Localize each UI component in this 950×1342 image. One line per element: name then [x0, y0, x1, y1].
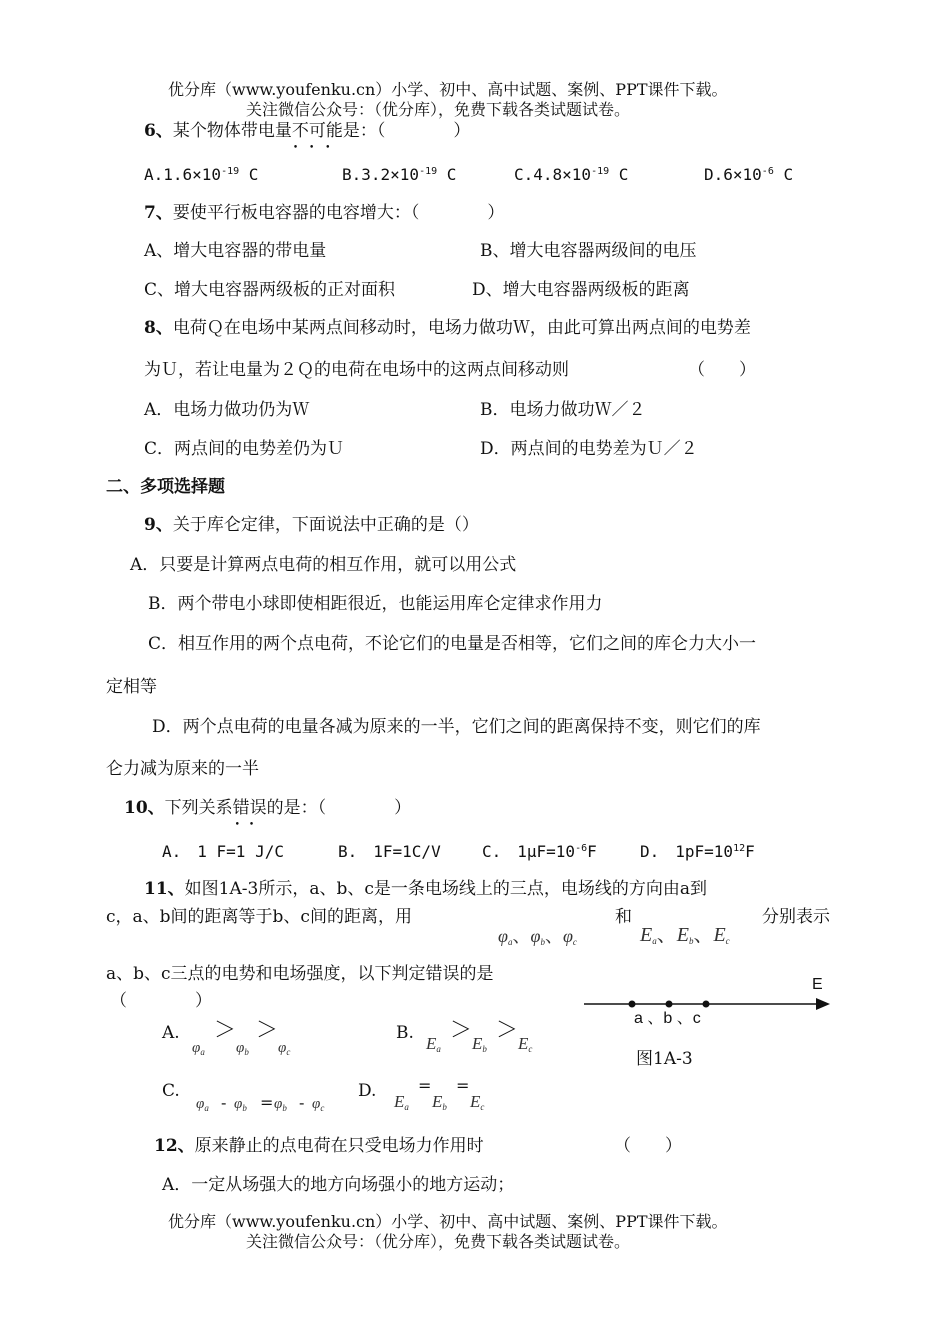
- point-c: [703, 1001, 710, 1008]
- question-number: 6、: [144, 121, 173, 141]
- header-line-2: 关注微信公众号：（优分库），免费下载各类试题试卷。: [246, 100, 631, 119]
- option-6d: $D.6\times 10^{-6}$ C: [704, 165, 794, 184]
- phi-b: $\varphi_b$: [234, 1096, 247, 1113]
- option-12a: A．一定从场强大的地方向场强小的地方运动；: [162, 1175, 515, 1195]
- option-9c-line-2: 定相等: [106, 677, 157, 697]
- question-11-stem-3: a、b、c三点的电势和电场强度，以下判定错误的是: [106, 964, 494, 984]
- phi-c: $\varphi_c$: [278, 1040, 291, 1057]
- minus-sign: -: [221, 1093, 227, 1112]
- minus-sign: -: [299, 1093, 305, 1112]
- greater-than: ＞: [496, 1018, 519, 1043]
- question-11-stem-2: c，a、b间的距离等于b、c间的距离，用: [106, 907, 412, 927]
- emphasis-marked-text: 错误 • •: [233, 797, 267, 819]
- e-c: $E_c$: [518, 1034, 533, 1054]
- answer-paren: （ ）: [110, 991, 212, 1011]
- phi-c: $\varphi_c$: [312, 1096, 325, 1113]
- conjunction-he: 和: [615, 907, 632, 927]
- phi-symbol-group: $\varphi_a$、$\varphi_b$、$\varphi_c$: [498, 926, 577, 947]
- greater-than: ＞: [214, 1018, 237, 1043]
- option-11c-label: C.: [162, 1081, 180, 1101]
- question-number: 8、: [144, 318, 173, 338]
- question-10-stem: 10、下列关系错误 • •的是：（ ）: [124, 797, 411, 819]
- option-8b: B．电场力做功Ｗ／２: [480, 400, 646, 420]
- option-8d: D．两点间的电势差为Ｕ／２: [480, 439, 698, 459]
- option-10b: B. 1F=1C/V: [338, 842, 441, 861]
- phi-b: $\varphi_b$: [236, 1040, 249, 1057]
- e-b: $E_b$: [432, 1092, 447, 1112]
- option-6b: $B.3.2\times 10^{-19}$ C: [342, 165, 457, 184]
- option-6c: $C.4.8\times 10^{-19}$ C: [514, 165, 629, 184]
- question-number: 12、: [154, 1136, 195, 1156]
- phi-a: $\varphi_a$: [192, 1040, 205, 1057]
- e-b: $E_b$: [472, 1034, 487, 1054]
- electric-field-line-diagram: [582, 972, 842, 1072]
- footer-line-2: 关注微信公众号：（优分库），免费下载各类试题试卷。: [246, 1232, 631, 1251]
- question-number: 7、: [144, 203, 173, 223]
- answer-paren: （ ）: [614, 1136, 682, 1156]
- e-a: $E_a$: [394, 1092, 409, 1112]
- point-a: [629, 1001, 636, 1008]
- option-6a: $A.1.6\times 10^{-19}$ C: [144, 165, 259, 184]
- option-9b: B．两个带电小球即使相距很近，也能运用库仑定律求作用力: [148, 594, 603, 614]
- question-12-stem: 12、原来静止的点电荷在只受电场力作用时: [154, 1136, 484, 1156]
- option-10a: A. 1 F=1 J/C: [162, 842, 284, 861]
- phi-a: $\varphi_a$: [196, 1096, 209, 1113]
- figure-caption: 图1A-3: [636, 1049, 693, 1069]
- option-11a-label: A.: [162, 1023, 180, 1043]
- question-number: 11、: [144, 879, 185, 899]
- option-7d: D、增大电容器两级板的距离: [472, 280, 690, 300]
- question-number: 10、: [124, 798, 165, 818]
- option-7b: B、增大电容器两级间的电压: [480, 241, 697, 261]
- phi-b: $\varphi_b$: [274, 1096, 287, 1113]
- emphasis-marked-text: 不可能 • • •: [292, 120, 343, 142]
- equals-sign: =: [260, 1093, 274, 1112]
- option-7c: C、增大电容器两级板的正对面积: [144, 280, 396, 300]
- option-10d: D. $1pF=10^{12}F$: [640, 842, 755, 861]
- footer-line-1: 优分库（www.youfenku.cn）小学、初中、高中试题、案例、PPT课件下载。: [168, 1212, 728, 1231]
- e-c: $E_c$: [470, 1092, 485, 1112]
- option-11b-label: B.: [396, 1023, 414, 1043]
- question-8-stem-2: 为Ｕ，若让电量为２Ｑ的电荷在电场中的这两点间移动则: [144, 360, 569, 380]
- equals-sign: =: [456, 1076, 470, 1095]
- option-8a: A．电场力做功仍为Ｗ: [144, 400, 310, 420]
- option-10c: C. $1\mu F=10^{-6}F$: [482, 842, 597, 861]
- question-number: 9、: [144, 515, 173, 535]
- equals-sign: =: [418, 1076, 432, 1095]
- arrow-head-icon: [816, 998, 830, 1010]
- option-8c: C．两点间的电势差仍为Ｕ: [144, 439, 345, 459]
- e-symbol-group: $E_a$、$E_b$、$E_c$: [640, 924, 730, 946]
- question-11-stem-1: 11、如图1A-3所示，a、b、c是一条电场线上的三点，电场线的方向由a到: [144, 879, 707, 899]
- field-direction-label: E: [812, 976, 823, 993]
- option-9d-line-2: 仑力减为原来的一半: [106, 759, 259, 779]
- question-6-stem: 6、某个物体带电量不可能 • • •是：（ ）: [144, 120, 470, 142]
- question-7-stem: 7、要使平行板电容器的电容增大：（ ）: [144, 203, 505, 223]
- question-8-stem-1: 8、电荷Ｑ在电场中某两点间移动时，电场力做功Ｗ，由此可算出两点间的电势差: [144, 318, 751, 338]
- option-9c-line-1: C．相互作用的两个点电荷，不论它们的电量是否相等，它们之间的库仑力大小一: [148, 634, 757, 654]
- option-9d-line-1: D．两个点电荷的电量各减为原来的一半，它们之间的距离保持不变，则它们的库: [152, 717, 761, 737]
- point-b: [666, 1001, 673, 1008]
- greater-than: ＞: [450, 1018, 473, 1043]
- option-11d-label: D.: [358, 1081, 377, 1101]
- question-9-stem: 9、关于库仑定律，下面说法中正确的是（）: [144, 515, 479, 535]
- question-11-stem-2-end: 分别表示: [762, 907, 830, 927]
- header-line-1: 优分库（www.youfenku.cn）小学、初中、高中试题、案例、PPT课件下载。: [168, 80, 728, 99]
- greater-than: ＞: [256, 1018, 279, 1043]
- option-9a: A．只要是计算两点电荷的相互作用，就可以用公式: [130, 555, 517, 575]
- answer-paren: （ ）: [688, 360, 756, 380]
- e-a: $E_a$: [426, 1034, 441, 1054]
- points-label: a 、b 、c: [634, 1010, 701, 1027]
- section-heading: 二、多项选择题: [106, 477, 225, 497]
- figure-1a-3: [582, 972, 842, 1076]
- option-7a: A、增大电容器的带电量: [144, 241, 327, 261]
